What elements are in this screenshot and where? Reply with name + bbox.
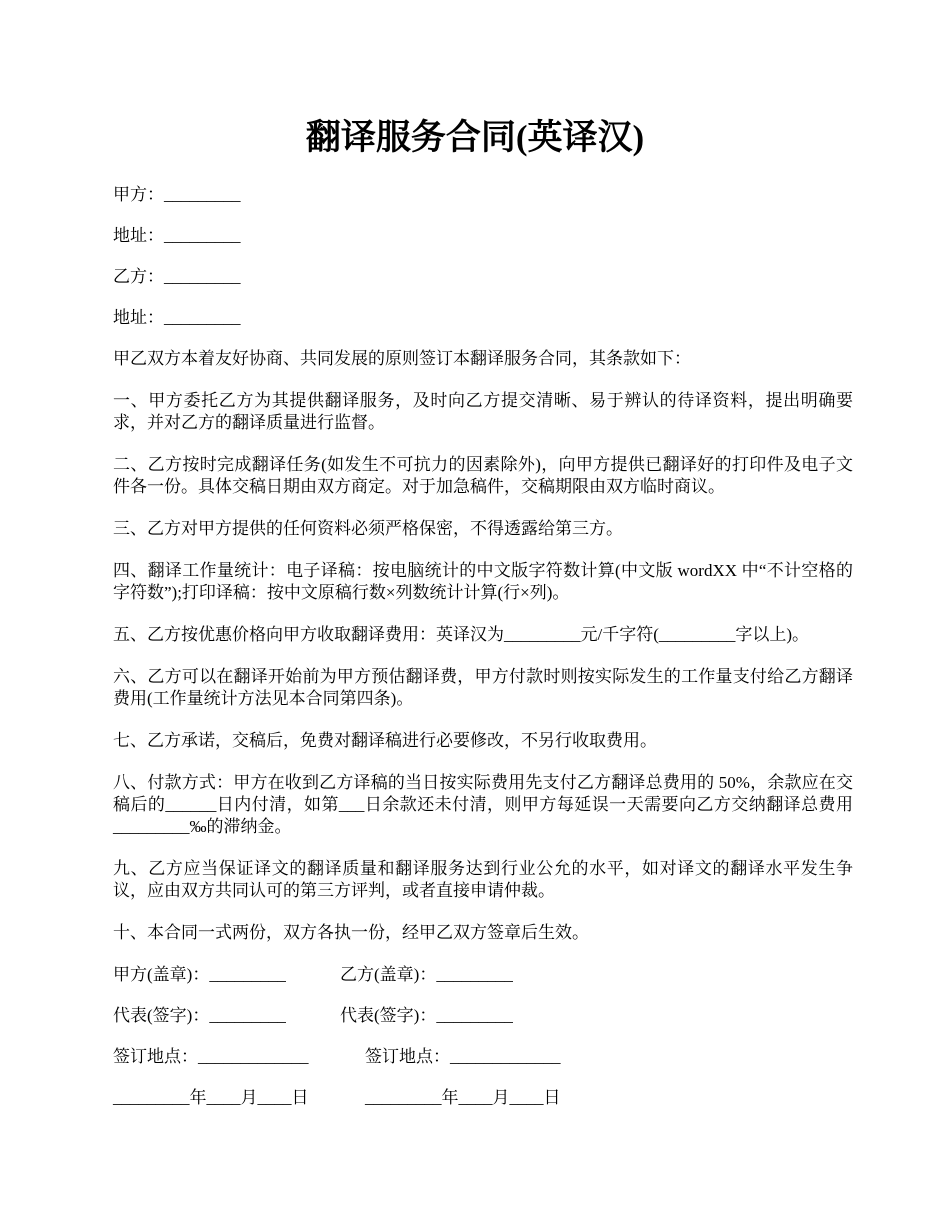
- clause-9: 九、乙方应当保证译文的翻译质量和翻译服务达到行业公允的水平，如对译文的翻译水平发生争议，应由双方共同认可的第三方评判，或者直接申请仲裁。: [113, 859, 853, 900]
- clause-5: 五、乙方按优惠价格向甲方收取翻译费用：英译汉为_________元/千字符(_________字以上)。: [113, 625, 810, 644]
- party-b-sign-place: 签订地点：_____________: [365, 1047, 561, 1066]
- clause-10: 十、本合同一式两份，双方各执一份，经甲乙双方签章后生效。: [113, 923, 589, 942]
- clause-7: 七、乙方承诺，交稿后，免费对翻译稿进行必要修改，不另行收取费用。: [113, 731, 657, 750]
- party-b-signature: 代表(签字)：_________: [340, 1006, 513, 1025]
- page-title: 翻译服务合同(英译汉): [305, 118, 645, 157]
- party-b-address-field: 地址：_________: [113, 308, 241, 327]
- place-row: [113, 1046, 853, 1068]
- clause-6: 六、乙方可以在翻译开始前为甲方预估翻译费，甲方付款时则按实际发生的工作量支付给乙方翻译费用(工作量统计方法见本合同第四条)。: [113, 667, 853, 708]
- contract-body: [113, 184, 853, 1128]
- clause-3: 三、乙方对甲方提供的任何资料必须严格保密，不得透露给第三方。: [113, 519, 623, 538]
- intro-paragraph: 甲乙双方本着友好协商、共同发展的原则签订本翻译服务合同，其条款如下：: [113, 349, 691, 368]
- party-a-address-field: 地址：_________: [113, 226, 241, 245]
- clause-1: 一、甲方委托乙方为其提供翻译服务，及时向乙方提交清晰、易于辨认的待译资料，提出明确要求，并对乙方的翻译质量进行监督。: [113, 391, 853, 432]
- party-b-seal: 乙方(盖章)：_________: [340, 965, 513, 984]
- party-b-sign-date: _________年____月____日: [365, 1088, 561, 1107]
- party-a-seal: 甲方(盖章)：_________: [113, 965, 286, 984]
- signature-row: [113, 1005, 853, 1027]
- seal-row: [113, 964, 853, 986]
- clause-4: 四、翻译工作量统计：电子译稿：按电脑统计的中文版字符数计算(中文版 wordXX 中“不计空格的字符数”);打印译稿：按中文原稿行数×列数统计计算(行×列)。: [113, 561, 853, 602]
- party-a-field: 甲方：_________: [113, 185, 241, 204]
- date-row: [113, 1087, 853, 1109]
- clause-2: 二、乙方按时完成翻译任务(如发生不可抗力的因素除外)，向甲方提供已翻译好的打印件及电子文件各一份。具体交稿日期由双方商定。对于加急稿件，交稿期限由双方临时商议。: [113, 455, 853, 496]
- party-b-field: 乙方：_________: [113, 267, 241, 286]
- clause-8: 八、付款方式：甲方在收到乙方译稿的当日按实际费用先支付乙方翻译总费用的 50%，余款应在交稿后的______日内付清，如第___日余款还未付清，则甲方每延误一天需要向乙方交纳翻译总费用_________‰的滞纳金。: [113, 773, 853, 836]
- party-a-sign-place: 签订地点：_____________: [113, 1047, 309, 1066]
- party-a-signature: 代表(签字)：_________: [113, 1006, 286, 1025]
- party-a-sign-date: _________年____月____日: [113, 1088, 309, 1107]
